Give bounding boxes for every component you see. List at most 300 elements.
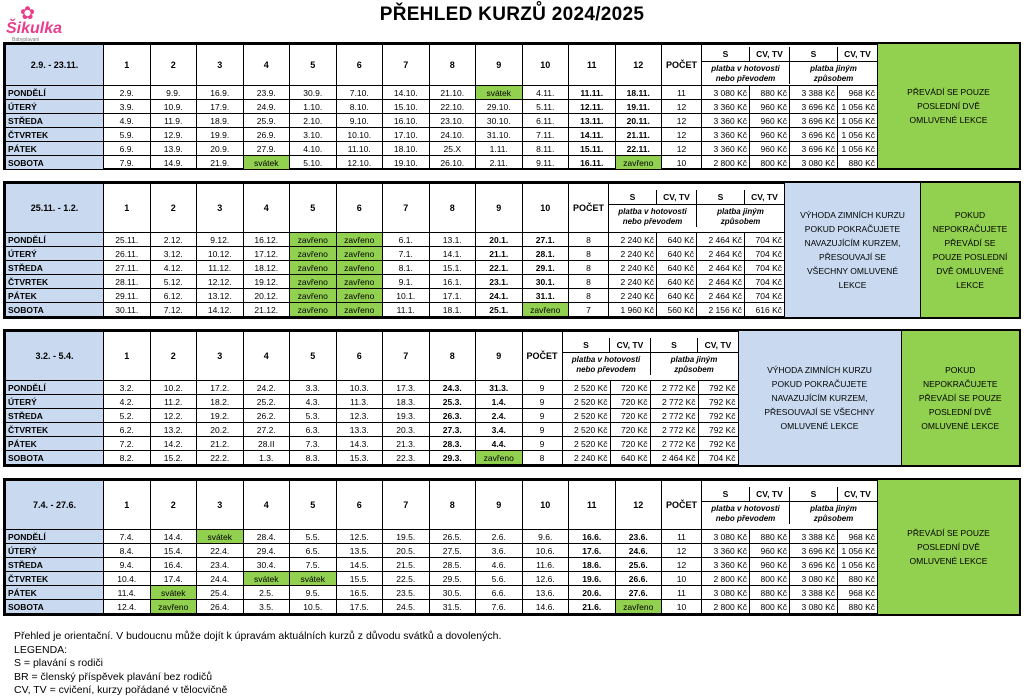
lesson-number: 10 [522, 481, 569, 530]
day-name: STŘEDA [6, 261, 104, 275]
price-cell: 2 520 Kč [562, 409, 610, 423]
price-cell: 2 772 Kč [650, 381, 698, 395]
date-cell: 26.4. [197, 600, 244, 614]
lesson-count: 11 [662, 530, 702, 544]
date-cell: 12.12. [197, 275, 244, 289]
lesson-count: 7 [569, 303, 609, 317]
date-cell: 7.10. [336, 86, 383, 100]
day-name: ÚTERÝ [6, 395, 104, 409]
date-cell: 20.5. [383, 544, 430, 558]
course-block-3 [3, 329, 1021, 467]
date-cell: 15.5. [336, 572, 383, 586]
price-header [702, 45, 878, 86]
date-cell: 30.11. [104, 303, 151, 317]
date-cell: 28.5. [429, 558, 476, 572]
price-cell: 616 Kč [745, 303, 785, 317]
date-cell: 14.12. [197, 303, 244, 317]
date-cell: 6.5. [290, 544, 337, 558]
date-cell: 14.4. [150, 530, 197, 544]
date-cell: 30.10. [476, 114, 523, 128]
date-cell: zavřeno [336, 233, 383, 247]
price-cell: 3 696 Kč [790, 100, 838, 114]
date-cell: 9.10. [336, 114, 383, 128]
price-cell: 3 696 Kč [790, 558, 838, 572]
date-cell: 9.6. [522, 530, 569, 544]
date-cell: 2.12. [150, 233, 197, 247]
table-row [6, 114, 878, 128]
date-cell: 26.9. [243, 128, 290, 142]
date-cell: 6.9. [104, 142, 151, 156]
date-cell: 24.9. [243, 100, 290, 114]
date-cell: 16.1. [429, 275, 476, 289]
date-cell: 23.5. [383, 586, 430, 600]
date-cell: 10.2. [150, 381, 197, 395]
price-header [609, 184, 785, 233]
date-cell: 12.11. [569, 100, 616, 114]
price-cell: 792 Kč [698, 381, 738, 395]
date-cell: 29.1. [522, 261, 569, 275]
date-cell: 19.11. [615, 100, 662, 114]
price-cell: 704 Kč [745, 275, 785, 289]
date-cell: 22.3. [383, 451, 430, 465]
date-cell: 11.12. [197, 261, 244, 275]
date-cell: 25.X [429, 142, 476, 156]
lesson-number: 1 [104, 45, 151, 86]
lesson-number: 6 [336, 332, 383, 381]
day-name: SOBOTA [6, 303, 104, 317]
date-cell: 15.2. [150, 451, 197, 465]
date-cell: 7.6. [476, 600, 523, 614]
date-cell: 4.11. [522, 86, 569, 100]
table-row [6, 409, 739, 423]
s-header: S [697, 190, 745, 204]
price-cell: 3 696 Kč [790, 128, 838, 142]
lesson-number: 3 [197, 332, 244, 381]
date-cell: 22.2. [197, 451, 244, 465]
date-cell: 17.5. [336, 600, 383, 614]
price-cell: 2 464 Kč [697, 289, 745, 303]
date-cell: 20.9. [197, 142, 244, 156]
date-cell: 16.12. [243, 233, 290, 247]
day-name: STŘEDA [6, 558, 104, 572]
s-header: S [790, 47, 838, 61]
lesson-number: 4 [243, 45, 290, 86]
date-cell: 13.5. [336, 544, 383, 558]
date-cell: 7.4. [104, 530, 151, 544]
lesson-count: 9 [522, 423, 562, 437]
cv-header: CV, TV [751, 191, 778, 202]
day-name: SOBOTA [6, 600, 104, 614]
date-cell: 14.11. [569, 128, 616, 142]
side-note-green: POKUD NEPOKRAČUJETE PŘEVÁDÍ SE POUZE POSLEDNÍ DVĚ OMLUVENÉ LEKCE [901, 331, 1020, 465]
lesson-number: 4 [243, 332, 290, 381]
course-block-2 [3, 181, 1021, 319]
price-cell: 3 360 Kč [702, 142, 750, 156]
date-cell: 14.6. [522, 600, 569, 614]
price-cell: 560 Kč [657, 303, 697, 317]
date-cell: svátek [243, 156, 290, 170]
date-cell: 21.9. [197, 156, 244, 170]
date-cell: svátek [197, 530, 244, 544]
price-header [562, 332, 738, 381]
day-name: PÁTEK [6, 289, 104, 303]
date-cell: 2.11. [476, 156, 523, 170]
date-cell: 21.2. [197, 437, 244, 451]
date-cell: 8.4. [104, 544, 151, 558]
date-cell: 4.12. [150, 261, 197, 275]
date-cell: 5.12. [150, 275, 197, 289]
s-header: S [651, 338, 699, 352]
date-cell: 21.11. [615, 128, 662, 142]
day-name: PONDĚLÍ [6, 381, 104, 395]
date-cell: 15.10. [383, 100, 430, 114]
date-cell: 24.6. [615, 544, 662, 558]
other-header: platba jiným způsobem [810, 503, 857, 523]
date-cell: zavřeno [290, 275, 337, 289]
date-cell: 18.11. [615, 86, 662, 100]
price-cell: 2 520 Kč [562, 423, 610, 437]
cv-header: CV, TV [750, 487, 790, 501]
count-header: POČET [569, 184, 609, 233]
date-cell: 10.1. [383, 289, 430, 303]
price-cell: 880 Kč [838, 156, 878, 170]
date-cell: 25.9. [243, 114, 290, 128]
side-note-blue: VÝHODA ZIMNÍCH KURZU POKUD POKRAČUJETE NAVAZUJÍCÍM KURZEM, PŘESOUVAJÍ SE VŠECHNY OMLUVENÉ LEKCE [738, 331, 901, 465]
date-cell: svátek [243, 572, 290, 586]
price-cell: 968 Kč [838, 530, 878, 544]
date-cell: 7.11. [522, 128, 569, 142]
table-row [6, 381, 739, 395]
date-cell: 16.6. [569, 530, 616, 544]
date-cell: 17.9. [197, 100, 244, 114]
price-cell: 640 Kč [657, 247, 697, 261]
s-header: S [609, 190, 657, 204]
price-cell: 2 464 Kč [697, 275, 745, 289]
price-cell: 3 080 Kč [790, 572, 838, 586]
day-name: PÁTEK [6, 142, 104, 156]
price-cell: 704 Kč [745, 233, 785, 247]
date-cell: 25.2. [243, 395, 290, 409]
period-label: 3.2. - 5.4. [6, 332, 104, 381]
date-cell: 2.10. [290, 114, 337, 128]
lesson-count: 8 [569, 275, 609, 289]
table-row [6, 395, 739, 409]
date-cell: 26.2. [243, 409, 290, 423]
price-cell: 880 Kč [838, 600, 878, 614]
date-cell: 4.10. [290, 142, 337, 156]
side-note-blue: VÝHODA ZIMNÍCH KURZU POKUD POKRAČUJETE NAVAZUJÍCÍM KURZEM, PŘESOUVAJÍ SE VŠECHNY OMLUVENÉ LEKCE [784, 183, 920, 317]
date-cell: 17.2. [197, 381, 244, 395]
price-cell: 2 800 Kč [702, 572, 750, 586]
date-cell: 13.3. [336, 423, 383, 437]
table-row [6, 128, 878, 142]
day-name: PÁTEK [6, 437, 104, 451]
date-cell: 3.5. [243, 600, 290, 614]
date-cell: 17.10. [383, 128, 430, 142]
price-cell: 3 696 Kč [790, 114, 838, 128]
cash-header: platba v hotovosti nebo převodem [702, 502, 790, 524]
date-cell: 10.12. [197, 247, 244, 261]
date-cell: 7.5. [290, 558, 337, 572]
price-cell: 800 Kč [750, 600, 790, 614]
date-cell: 1.4. [476, 395, 523, 409]
date-cell: 8.3. [290, 451, 337, 465]
lesson-number: 1 [104, 481, 151, 530]
date-cell: 3.12. [150, 247, 197, 261]
price-cell: 2 772 Kč [650, 423, 698, 437]
price-cell: 960 Kč [750, 544, 790, 558]
day-name: ČTVRTEK [6, 275, 104, 289]
date-cell: 3.6. [476, 544, 523, 558]
cash-header: platba v hotovosti nebo převodem [702, 62, 790, 84]
price-cell: 3 388 Kč [790, 86, 838, 100]
price-cell: 720 Kč [610, 437, 650, 451]
cv-header: CV, TV [704, 339, 732, 350]
lesson-number: 2 [150, 332, 197, 381]
date-cell: 12.3. [336, 409, 383, 423]
date-cell: 18.3. [383, 395, 430, 409]
legend-line-3: BR = členský příspěvek plavání bez rodičů [14, 670, 213, 683]
date-cell: 11.10. [336, 142, 383, 156]
price-cell: 2 464 Kč [697, 261, 745, 275]
lesson-number: 6 [336, 184, 383, 233]
price-cell: 880 Kč [750, 530, 790, 544]
period-label: 7.4. - 27.6. [6, 481, 104, 530]
lesson-number: 7 [383, 332, 430, 381]
date-cell: 6.3. [290, 423, 337, 437]
date-cell: 13.12. [197, 289, 244, 303]
price-cell: 640 Kč [657, 233, 697, 247]
date-cell: 20.3. [383, 423, 430, 437]
lesson-count: 12 [662, 114, 702, 128]
date-cell: zavřeno [290, 233, 337, 247]
date-cell: 19.3. [383, 409, 430, 423]
lesson-number: 9 [476, 481, 523, 530]
date-cell: 27.5. [429, 544, 476, 558]
date-cell: 7.1. [383, 247, 430, 261]
table-row [6, 530, 878, 544]
date-cell: 15.11. [569, 142, 616, 156]
date-cell: 20.11. [615, 114, 662, 128]
day-name: PONDĚLÍ [6, 233, 104, 247]
date-cell: 17.1. [429, 289, 476, 303]
date-cell: 23.10. [429, 114, 476, 128]
date-cell: 26.10. [429, 156, 476, 170]
date-cell: 23.4. [197, 558, 244, 572]
date-cell: 3.3. [290, 381, 337, 395]
price-cell: 2 240 Kč [562, 451, 610, 465]
price-cell: 2 520 Kč [562, 395, 610, 409]
date-cell: 15.1. [429, 261, 476, 275]
day-name: ÚTERÝ [6, 544, 104, 558]
price-cell: 792 Kč [698, 437, 738, 451]
date-cell: 12.4. [104, 600, 151, 614]
date-cell: 25.1. [476, 303, 523, 317]
price-cell: 640 Kč [610, 451, 650, 465]
price-cell: 2 800 Kč [702, 156, 750, 170]
date-cell: 15.4. [150, 544, 197, 558]
day-name: SOBOTA [6, 451, 104, 465]
date-cell: 13.9. [150, 142, 197, 156]
date-cell: zavřeno [150, 600, 197, 614]
price-cell: 960 Kč [750, 114, 790, 128]
lesson-number: 5 [290, 45, 337, 86]
price-cell: 2 772 Kč [650, 395, 698, 409]
date-cell: 19.2. [197, 409, 244, 423]
date-cell: 8.11. [522, 142, 569, 156]
lesson-number: 9 [476, 332, 523, 381]
date-cell: 5.11. [522, 100, 569, 114]
page-title: PŘEHLED KURZŮ 2024/2025 [379, 4, 645, 25]
date-cell: 2.6. [476, 530, 523, 544]
date-cell: 12.6. [522, 572, 569, 586]
s-header: S [790, 487, 838, 501]
date-cell: 25.3. [429, 395, 476, 409]
lesson-count: 10 [662, 600, 702, 614]
price-cell: 640 Kč [657, 289, 697, 303]
date-cell: 11.3. [336, 395, 383, 409]
price-cell: 2 520 Kč [562, 437, 610, 451]
date-cell: 20.12. [243, 289, 290, 303]
date-cell: 26.11. [104, 247, 151, 261]
price-cell: 2 240 Kč [609, 261, 657, 275]
date-cell: 10.3. [336, 381, 383, 395]
date-cell: 9.1. [383, 275, 430, 289]
date-cell: 30.1. [522, 275, 569, 289]
price-cell: 880 Kč [750, 586, 790, 600]
date-cell: 24.10. [429, 128, 476, 142]
price-cell: 2 464 Kč [650, 451, 698, 465]
price-cell: 3 360 Kč [702, 128, 750, 142]
s-header: S [702, 487, 750, 501]
price-cell: 2 464 Kč [697, 247, 745, 261]
price-header [702, 481, 878, 530]
lesson-number: 4 [243, 481, 290, 530]
date-cell: 31.1. [522, 289, 569, 303]
date-cell: 17.6. [569, 544, 616, 558]
lesson-number: 10 [522, 184, 569, 233]
date-cell: 21.6. [569, 600, 616, 614]
lesson-number: 7 [383, 184, 430, 233]
price-cell: 792 Kč [698, 409, 738, 423]
date-cell: 26.5. [429, 530, 476, 544]
price-cell: 1 056 Kč [838, 558, 878, 572]
date-cell: 11.2. [150, 395, 197, 409]
price-cell: 792 Kč [698, 423, 738, 437]
table-row [6, 586, 878, 600]
price-cell: 3 360 Kč [702, 558, 750, 572]
table-row [6, 142, 878, 156]
date-cell: 27.6. [615, 586, 662, 600]
date-cell: 2.9. [104, 86, 151, 100]
date-cell: 25.11. [104, 233, 151, 247]
date-cell: zavřeno [336, 261, 383, 275]
date-cell: 25.4. [197, 586, 244, 600]
day-name: ČTVRTEK [6, 572, 104, 586]
price-cell: 960 Kč [750, 128, 790, 142]
price-cell: 2 520 Kč [562, 381, 610, 395]
lesson-number: 7 [383, 481, 430, 530]
lesson-count: 8 [569, 247, 609, 261]
lesson-number: 5 [290, 332, 337, 381]
date-cell: 4.6. [476, 558, 523, 572]
date-cell: 28.II [243, 437, 290, 451]
table-row [6, 100, 878, 114]
date-cell: 11.4. [104, 586, 151, 600]
logo-sub: Babyplavani [12, 37, 40, 43]
date-cell: 22.4. [197, 544, 244, 558]
date-cell: 12.5. [336, 530, 383, 544]
count-header: POČET [522, 332, 562, 381]
price-cell: 1 056 Kč [838, 114, 878, 128]
date-cell: 9.5. [290, 586, 337, 600]
lesson-count: 10 [662, 156, 702, 170]
date-cell: 5.3. [290, 409, 337, 423]
price-cell: 800 Kč [750, 156, 790, 170]
date-cell: 29.3. [429, 451, 476, 465]
date-cell: 6.12. [150, 289, 197, 303]
date-cell: 4.4. [476, 437, 523, 451]
date-cell: 21.5. [383, 558, 430, 572]
price-cell: 3 080 Kč [790, 156, 838, 170]
date-cell: 27.2. [243, 423, 290, 437]
date-cell: 31.5. [429, 600, 476, 614]
price-cell: 2 800 Kč [702, 600, 750, 614]
date-cell: 7.12. [150, 303, 197, 317]
lesson-count: 9 [522, 395, 562, 409]
date-cell: 30.5. [429, 586, 476, 600]
date-cell: svátek [290, 572, 337, 586]
lesson-number: 3 [197, 481, 244, 530]
price-cell: 2 156 Kč [697, 303, 745, 317]
date-cell: zavřeno [290, 289, 337, 303]
lesson-number: 2 [150, 481, 197, 530]
date-cell: 10.4. [104, 572, 151, 586]
date-cell: 10.10. [336, 128, 383, 142]
date-cell: 21.12. [243, 303, 290, 317]
date-cell: 25.6. [615, 558, 662, 572]
date-cell: 23.9. [243, 86, 290, 100]
date-cell: 19.9. [197, 128, 244, 142]
lesson-count: 12 [662, 558, 702, 572]
lesson-count: 9 [522, 381, 562, 395]
date-cell: 1.10. [290, 100, 337, 114]
legend-line-0: Přehled je orientační. V budoucnu může dojít k úpravám aktuálních kurzů z důvodu svátků a dovolených. [14, 630, 502, 642]
date-cell: zavřeno [476, 451, 523, 465]
date-cell: 17.4. [150, 572, 197, 586]
lesson-count: 11 [662, 586, 702, 600]
cv-header: CV, TV [610, 338, 650, 352]
table-row [6, 544, 878, 558]
table-row [6, 156, 878, 170]
date-cell: 19.5. [383, 530, 430, 544]
date-cell: 30.4. [243, 558, 290, 572]
day-name: PONDĚLÍ [6, 86, 104, 100]
lesson-number: 1 [104, 184, 151, 233]
price-cell: 2 772 Kč [650, 437, 698, 451]
date-cell: 13.6. [522, 586, 569, 600]
star-icon: ✿ [20, 3, 36, 23]
date-cell: zavřeno [336, 275, 383, 289]
date-cell: 4.9. [104, 114, 151, 128]
price-cell: 2 240 Kč [609, 289, 657, 303]
price-cell: 1 056 Kč [838, 142, 878, 156]
date-cell: 27.11. [104, 261, 151, 275]
date-cell: 3.2. [104, 381, 151, 395]
lesson-number: 9 [476, 45, 523, 86]
lesson-number: 12 [615, 481, 662, 530]
price-cell: 640 Kč [657, 275, 697, 289]
